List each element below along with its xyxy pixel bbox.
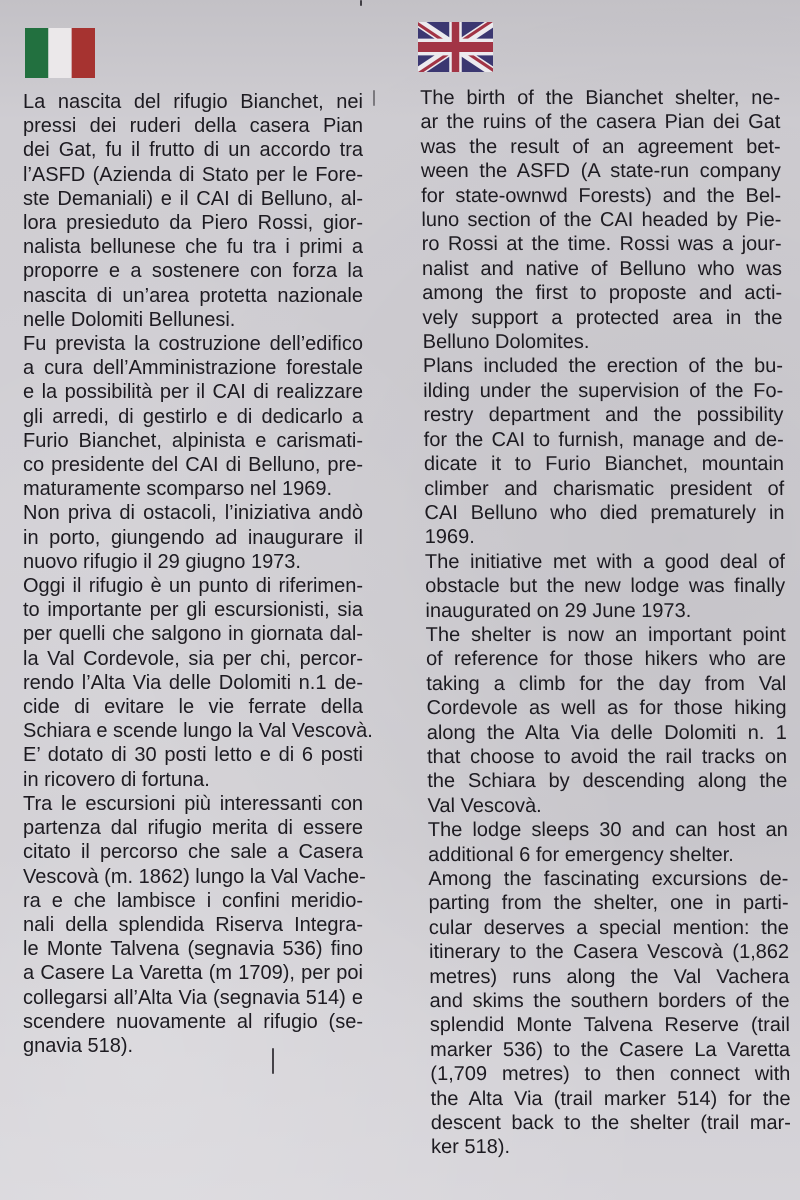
italian-text-column	[23, 90, 373, 1058]
text-line: marker 536) to the Casere La Varetta	[429, 1038, 791, 1061]
text-line: Non priva di ostacoli, l’iniziativa andò	[23, 502, 363, 525]
text-line: Val Vescovà.	[427, 794, 542, 817]
text-line: vely support a protected area in the	[422, 306, 783, 329]
text-line: maturamente scomparso nel 1969.	[23, 478, 333, 501]
text-line: the Schiara by descending along the	[427, 770, 788, 793]
text-line: Furio Bianchet, alpinista e carismati-	[23, 429, 363, 452]
text-line: pressi dei ruderi della casera Pian	[23, 115, 363, 138]
text-line: restry department and the possibility	[423, 404, 784, 427]
text-line: Tra le escursioni più interessanti con	[23, 792, 363, 815]
text-line: Cordevole as well as for those hiking	[426, 697, 787, 720]
text-line: that choose to avoid the rail tracks on	[426, 745, 788, 768]
scratch-mark	[272, 1048, 274, 1074]
text-line: splendid Monte Talvena Reserve (trail	[429, 1014, 790, 1037]
text-line: La nascita del rifugio Bianchet, nei	[23, 91, 363, 113]
text-line: co presidente del CAI di Belluno, pre-	[23, 454, 363, 477]
text-line: a Casere La Varetta (m 1709), per poi	[23, 962, 363, 985]
text-line: l’ASFD (Azienda di Stato per le Fore-	[23, 163, 363, 186]
text-line: ra e che lambisce i confini meridio-	[23, 889, 363, 912]
text-line: parting from the shelter, one in parti-	[428, 892, 789, 915]
text-line: partenza dal rifugio merita di essere	[23, 817, 363, 840]
text-line: lora presieduto da Piero Rossi, gior-	[23, 212, 363, 235]
text-line: Oggi il rifugio è un punto di riferimen-	[23, 575, 363, 598]
text-line: E’ dotato di 30 posti letto e di 6 posti	[23, 744, 363, 767]
text-line: along the Alta Via delle Dolomiti n. 1	[426, 721, 787, 744]
text-line: gli arredi, di gestirlo e di dedicarlo a	[23, 405, 363, 428]
scratch-mark	[360, 0, 362, 6]
text-line: obstacle but the new lodge was finally	[425, 575, 786, 598]
text-line: in porto, giungendo ad inaugurare il	[23, 526, 363, 549]
text-line: ste Demaniali) e il CAI di Belluno, al-	[23, 187, 363, 210]
flag-stripe-green	[25, 28, 48, 78]
text-line: dei Gat, fu il frutto di un accordo tra	[23, 139, 363, 162]
text-line: scendere nuovamente al rifugio (se-	[23, 1010, 363, 1033]
text-line: cide di evitare le vie ferrate della	[23, 696, 363, 719]
text-line: e la possibilità per il CAI di realizzare	[23, 381, 363, 404]
text-line: nalist and native of Belluno who was	[421, 257, 783, 280]
text-line: itinerary to the Casera Vescovà (1,862	[428, 941, 790, 964]
text-line: collegarsi all’Alta Via (segnavia 514) e	[23, 986, 363, 1009]
flag-stripe-white	[48, 28, 71, 78]
text-line: citato il percorso che sale a Casera	[23, 841, 363, 864]
text-line: ar the ruins of the casera Pian dei Gat	[420, 111, 781, 134]
text-line: and skims the southern borders of the	[429, 990, 790, 1013]
text-line: descent back to the shelter (trail mar-	[430, 1112, 791, 1135]
text-line: (1,709 metres) to then connect with	[430, 1063, 791, 1086]
text-line: The shelter is now an important point	[425, 623, 786, 646]
text-line: a cura dell’Amministrazione forestale	[23, 357, 363, 380]
text-line: nali della splendida Riserva Integra-	[23, 913, 363, 936]
flag-stripe-red	[72, 28, 95, 78]
text-line: to importante per gli escursionisti, sia	[23, 599, 363, 622]
text-line: for state-ownwd Forests) and the Bel-	[421, 184, 782, 207]
text-line: was the result of an agreement bet-	[420, 135, 781, 158]
text-line: for the CAI to furnish, manage and de-	[423, 428, 784, 451]
text-line: dicate it to Furio Bianchet, mountain	[423, 453, 785, 476]
text-line: 1969.	[424, 526, 475, 549]
text-line: inaugurated on 29 June 1973.	[425, 599, 692, 622]
text-line: The lodge sleeps 30 and can host an	[427, 819, 788, 842]
text-line: rendo l’Alta Via delle Dolomiti n.1 de-	[23, 671, 363, 694]
text-line: ker 518).	[431, 1136, 511, 1159]
text-line: Schiara e scende lungo la Val Vescovà.	[23, 720, 373, 743]
text-line: Belluno Dolomites.	[422, 331, 590, 354]
text-line: The birth of the Bianchet shelter, ne-	[420, 87, 781, 109]
text-line: The initiative met with a good deal of	[424, 550, 786, 573]
text-line: proporre e a sostenere con forza la	[23, 260, 363, 283]
text-line: taking a climb for the day from Val	[426, 672, 787, 695]
text-line: ro Rossi at the time. Rossi was a jour-	[421, 233, 782, 256]
text-line: la Val Cordevole, sia per chi, percor-	[23, 647, 363, 670]
text-line: luno section of the CAI headed by Pie-	[421, 209, 782, 232]
text-line: of reference for those hikers who are	[425, 648, 787, 671]
text-line: Plans included the erection of the bu-	[422, 355, 784, 378]
text-line: the Alta Via (trail marker 514) for the	[430, 1087, 791, 1110]
text-line: per quelli che salgono in giornata dal-	[23, 623, 363, 646]
text-line: gnavia 518).	[23, 1034, 134, 1057]
text-line: among the first to proposte and acti-	[422, 282, 783, 305]
uk-flag-icon	[418, 22, 493, 72]
text-line: CAI Belluno who died prematurely in	[424, 501, 785, 524]
text-line: additional 6 for emergency shelter.	[427, 843, 734, 866]
scratch-mark	[373, 90, 375, 106]
text-line: Vescovà (m. 1862) lungo la Val Vache-	[23, 865, 366, 888]
text-line: Fu prevista la costruzione dell’edifico	[23, 333, 363, 356]
text-line: nalista bellunese che fu tra i primi a	[23, 236, 363, 259]
uk-flag-body	[418, 22, 493, 72]
text-line: le Monte Talvena (segnavia 536) fino	[23, 938, 363, 961]
text-line: cular deserves a special mention: the	[428, 916, 789, 939]
text-line: nascita di un’area protetta nazionale	[23, 284, 363, 307]
text-line: climber and charismatic president of	[424, 477, 785, 500]
english-text-column	[420, 86, 791, 1160]
text-line: ilding under the supervision of the Fo-	[423, 379, 784, 402]
italian-flag-icon	[25, 28, 95, 78]
text-line: ween the ASFD (A state-run company	[420, 160, 782, 183]
text-line: in ricovero di fortuna.	[23, 768, 210, 791]
text-line: nelle Dolomiti Bellunesi.	[23, 308, 236, 331]
text-line: nuovo rifugio il 29 giugno 1973.	[23, 550, 301, 573]
text-line: Among the fascinating excursions de-	[428, 868, 789, 890]
text-line: metres) runs along the Val Vachera	[429, 965, 790, 988]
